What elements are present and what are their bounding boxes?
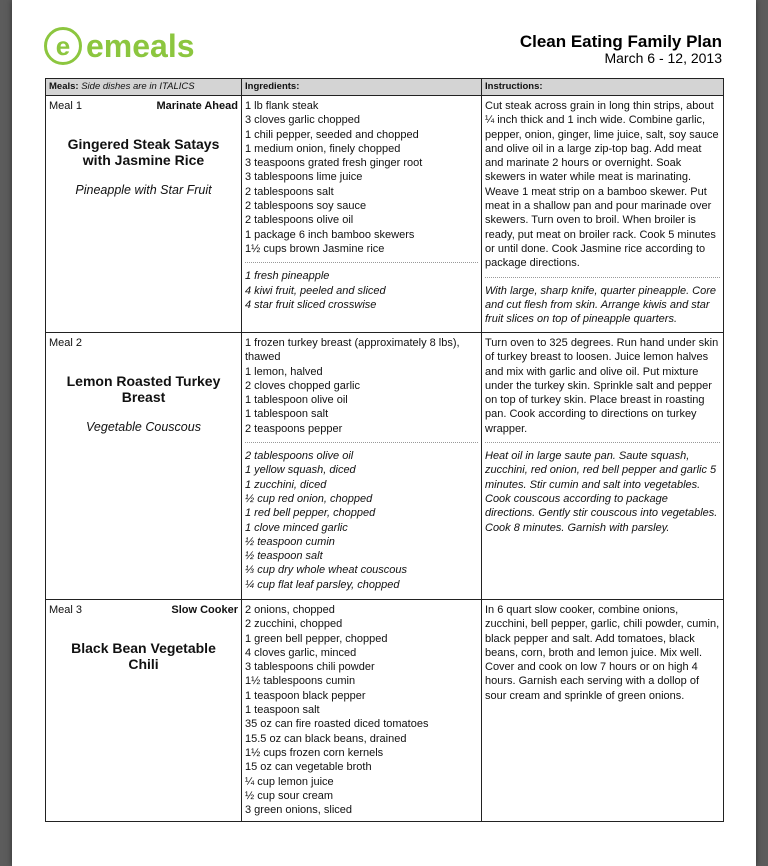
- meal-tag: Marinate Ahead: [156, 100, 238, 112]
- side-ingredient-item: ½ teaspoon cumin: [245, 535, 335, 548]
- ingredient-item: thawed: [245, 351, 281, 364]
- ingredient-list: [245, 603, 478, 817]
- meal-number: Meal 3: [49, 604, 83, 616]
- side-dish-name: Pineapple with Star Fruit: [75, 183, 212, 198]
- ingredient-item: 35 oz can fire roasted diced tomatoes: [245, 718, 429, 731]
- meal-cell: [46, 333, 242, 600]
- side-ingredient-item: 4 star fruit sliced crosswise: [245, 298, 377, 311]
- brand-name: emeals: [86, 28, 195, 64]
- meal-row: [46, 333, 724, 600]
- ingredient-item: 2 teaspoons pepper: [245, 422, 343, 435]
- plan-dates: March 6 - 12, 2013: [604, 50, 722, 66]
- ingredient-item: 4 cloves garlic, minced: [245, 646, 357, 659]
- ingredient-item: 2 tablespoons soy sauce: [245, 200, 367, 213]
- meal-name: Black Bean Vegetable Chili: [71, 640, 216, 673]
- ingredient-item: 3 tablespoons chili powder: [245, 661, 375, 674]
- side-ingredient-item: 4 kiwi fruit, peeled and sliced: [245, 284, 386, 297]
- ingredients-cell: [242, 333, 482, 600]
- ingredient-item: 1 package 6 inch bamboo skewers: [245, 228, 415, 241]
- meal-cell: [46, 96, 242, 333]
- meal-heading: [49, 603, 238, 617]
- ingredient-item: ½ cup sour cream: [245, 789, 334, 802]
- ingredient-item: 1 teaspoon black pepper: [245, 689, 366, 702]
- ingredient-item: 15 oz can vegetable broth: [245, 761, 372, 774]
- ingredient-item: 15.5 oz can black beans, drained: [245, 732, 407, 745]
- emeals-logo: [44, 26, 195, 66]
- ingredient-item: 1 chili pepper, seeded and chopped: [245, 128, 419, 141]
- side-ingredient-item: 1 zucchini, diced: [245, 478, 327, 491]
- meal-heading: [49, 99, 238, 113]
- ingredient-item: 3 teaspoons grated fresh ginger root: [245, 157, 423, 170]
- ingredients-column-header: Ingredients:: [242, 79, 482, 96]
- side-separator: [485, 442, 720, 443]
- instructions-cell: [482, 96, 724, 333]
- meal-name: Gingered Steak Satays with Jasmine Rice: [67, 136, 220, 169]
- ingredient-item: 1 lemon, halved: [245, 365, 323, 378]
- side-separator: [245, 262, 478, 263]
- side-ingredient-item: 1 fresh pineapple: [245, 270, 330, 283]
- ingredient-item: 1 lb flank steak: [245, 100, 319, 112]
- side-ingredient-item: 2 tablespoons olive oil: [245, 450, 354, 463]
- side-ingredient-item: 1 clove minced garlic: [245, 521, 348, 534]
- instructions-cell: [482, 600, 724, 822]
- main-instructions: Cut steak across grain in long thin strips, about ¼ inch thick and 1 inch wide. Combine garlic, pepper, onion, ginger, lime juice, salt, soy sauce and olive oil in a large zip-top bag. Add meat and marinate 2 hours or overnight. Soak skewers in water while meat is marinating. Weave 1 meat strip on a bamboo skewer. Put meat in a shallow pan and pour marinade over skewers. Turn oven to broil. When broiler is ready, put meat on broiler rack. Cook 5 minutes or until done. Cook Jasmine rice according to package directions.: [485, 100, 719, 270]
- side-instructions: With large, sharp knife, quarter pineapple. Core and cut flesh from skin. Arrange kiwis and star fruit slices on top of pineapple quarters.: [485, 284, 717, 326]
- meals-column-header: Meals: Side dishes are in ITALICS: [46, 79, 242, 96]
- ingredient-item: 1½ tablespoons cumin: [245, 675, 356, 688]
- side-ingredient-item: 1 yellow squash, diced: [245, 464, 356, 477]
- table-header-row: [46, 79, 724, 96]
- main-instructions: Turn oven to 325 degrees. Run hand under skin of turkey breast to loosen. Juice lemon halves and mix with garlic and olive oil. Put mixture under the turkey skin. Sprinkle salt and pepper on top of turkey skin. Place breast in roasting pan. Cook according to directions on turkey wrapper.: [485, 337, 719, 435]
- side-ingredient-item: ¼ cup flat leaf parsley, chopped: [245, 578, 400, 591]
- instructions-cell: [482, 333, 724, 600]
- meal-number: Meal 1: [49, 100, 83, 112]
- emeals-logo-icon: e: [44, 27, 82, 65]
- side-ingredient-item: 1 red bell pepper, chopped: [245, 507, 376, 520]
- meal-row: [46, 96, 724, 333]
- ingredient-item: ¼ cup lemon juice: [245, 775, 334, 788]
- ingredient-item: 2 tablespoons salt: [245, 185, 334, 198]
- ingredient-item: 2 onions, chopped: [245, 604, 335, 616]
- ingredient-item: 1 medium onion, finely chopped: [245, 142, 401, 155]
- ingredient-item: 1 teaspoon salt: [245, 704, 320, 717]
- ingredient-item: 3 tablespoons lime juice: [245, 171, 363, 184]
- meal-row: [46, 600, 724, 822]
- side-ingredient-item: ½ teaspoon salt: [245, 550, 323, 563]
- meal-plan-table: [45, 78, 724, 822]
- side-ingredient-item: ½ cup red onion, chopped: [245, 492, 373, 505]
- ingredient-item: 1 tablespoon salt: [245, 408, 329, 421]
- side-separator: [245, 442, 478, 443]
- main-instructions: In 6 quart slow cooker, combine onions, zucchini, bell pepper, garlic, chili powder, cumin, black pepper and salt. Add tomatoes, black beans, corn, broth and lemon juice. Mix well. Cover and cook on low 7 hours or on high 4 hours. Garnish each serving with a dollop of sour cream and sprinkle of green onions.: [485, 604, 720, 702]
- ingredients-cell: [242, 96, 482, 333]
- ingredient-item: 2 tablespoons olive oil: [245, 214, 354, 227]
- ingredients-cell: [242, 600, 482, 822]
- instructions-column-header: Instructions:: [482, 79, 724, 96]
- side-ingredient-list: [245, 269, 478, 312]
- side-instructions: Heat oil in large saute pan. Saute squash, zucchini, red onion, red bell pepper and garlic 5 minutes. Stir cumin and salt into vegetables. Cook couscous according to package directions. Gently stir couscous into vegetables. Cook 8 minutes. Garnish with parsley.: [485, 450, 718, 534]
- ingredient-item: 2 cloves chopped garlic: [245, 379, 360, 392]
- ingredient-item: 2 zucchini, chopped: [245, 618, 343, 631]
- ingredient-list: [245, 336, 478, 436]
- ingredient-item: 3 cloves garlic chopped: [245, 114, 360, 127]
- ingredient-item: 1 tablespoon olive oil: [245, 394, 348, 407]
- ingredient-item: 1½ cups brown Jasmine rice: [245, 242, 385, 255]
- meal-heading: [49, 336, 238, 350]
- ingredient-item: 1½ cups frozen corn kernels: [245, 746, 384, 759]
- side-ingredient-list: [245, 449, 478, 592]
- ingredient-list: [245, 99, 478, 256]
- side-ingredient-item: ⅓ cup dry whole wheat couscous: [245, 564, 408, 577]
- ingredient-item: 1 green bell pepper, chopped: [245, 632, 388, 645]
- meal-tag: Slow Cooker: [171, 604, 238, 616]
- meal-name: Lemon Roasted Turkey Breast: [66, 373, 221, 406]
- meal-plan-page: [12, 0, 756, 866]
- ingredient-item: 3 green onions, sliced: [245, 804, 353, 817]
- meal-number: Meal 2: [49, 337, 83, 349]
- ingredient-item: 1 frozen turkey breast (approximately 8 lbs),: [245, 337, 460, 349]
- meals-note: Side dishes are in ITALICS: [81, 81, 195, 92]
- side-separator: [485, 277, 720, 278]
- meal-cell: [46, 600, 242, 822]
- plan-title: Clean Eating Family Plan: [519, 32, 722, 51]
- side-dish-name: Vegetable Couscous: [86, 420, 201, 435]
